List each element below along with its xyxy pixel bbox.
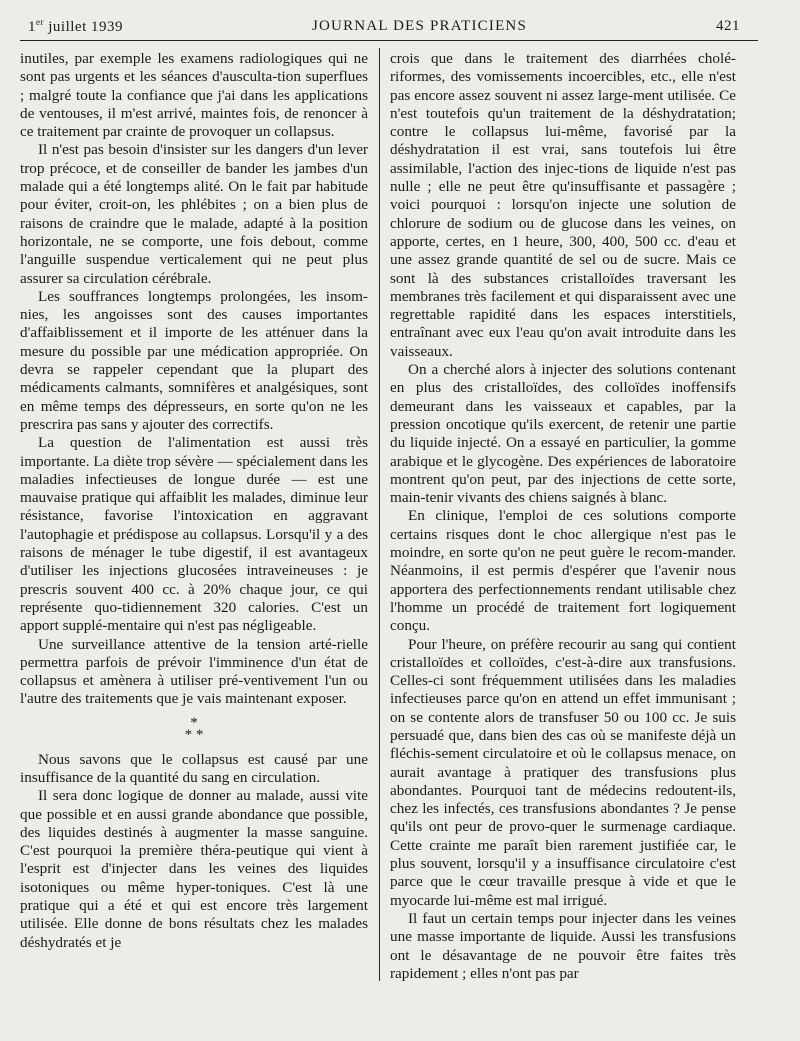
section-asterism xyxy=(20,714,368,743)
paragraph: On a cherché alors à injecter des solutions contenant en plus des cristalloïdes, des colloïdes inoffensifs demeurant dans les vaisseaux et capables, par la pression oncotique qu'ils exercent, de retenir une partie du liquide injecté. On a essayé en particulier, la gomme arabique et le glycogène. Des expériences de laboratoire montrent qu'on peut, par des injections de cette sorte, main-tenir vivants des chiens saignés à blanc. xyxy=(390,361,736,507)
paragraph: La question de l'alimentation est aussi très importante. La diète trop sévère — spécialement dans les maladies infectieuses de longue durée — est une mauvaise pratique qui affaiblit les malades, diminue leur résistance, favorise l'intoxication en aggravant l'autophagie et prédispose au collapsus. Lorsqu'il y a des raisons de ménager le tube digestif, il est avantageux d'utiliser les injections glucosées intraveineuses : je prescris souvent 400 cc. à 20% chaque jour, ce qui représente quo-tidiennement 320 calories. C'est un apport supplé-mentaire qui n'est pas négligeable. xyxy=(20,434,368,635)
paragraph: crois que dans le traitement des diarrhées cholé-riformes, des vomissements incoercibles, etc., elle n'est pas encore assez souvent ni assez large-ment utilisée. Ce n'est toutefois qu'un traitement de la déshydratation; contre le collapsus lui-même, favorisé par la déshydratation il est vrai, sans toutefois lui être assimilable, l'action des injec-tions de liquide n'est pas nulle ; elle ne peut être qu'insuffisante et passagère ; voici pourquoi : lorsqu'on injecte une solution de chlorure de sodium ou de glucose dans les veines, on apporte, certes, en 1 heure, 300, 400, 500 cc. d'eau et une assez grande quantité de sel ou de sucre. Mais ce sont là des substances cristalloïdes traversant les membranes très facilement et qui disparaissent avec une regrettable rapidité dans les espaces interstitiels, entraînant avec eux l'eau qu'on avait introduite dans les vaisseaux. xyxy=(390,50,736,360)
left-column xyxy=(20,50,368,1025)
right-column xyxy=(390,50,736,1025)
column-divider xyxy=(379,48,380,981)
paragraph: Il sera donc logique de donner au malade, aussi vite que possible et en aussi grande abondance que possible, des liquides destinés à augmenter la masse sanguine. C'est pourquoi la première théra-peutique qui vient à l'esprit est d'injecter dans les veines des liquides isotoniques ou même hyper-toniques. C'est là une pratique qui a été et qui est encore très largement utilisée. Elle donne de bons résultats chez les malades déshydratés et je xyxy=(20,787,368,951)
paragraph: Les souffrances longtemps prolongées, les insom-nies, les angoisses sont des causes importantes d'affaiblissement et il importe de les atténuer dans la mesure du possible par une médication appropriée. On devra se rappeler cependant que la plupart des médicaments calmants, somnifères et analgésiques, sont en même temps des dépresseurs, en sorte qu'on ne les prescrira pas sans y ajouter des correctifs. xyxy=(20,287,368,433)
journal-title: JOURNAL DES PRATICIENS xyxy=(311,17,528,34)
asterism-bottom: * * xyxy=(184,726,204,743)
paragraph: En clinique, l'emploi de ces solutions comporte certains risques dont le choc allergique n'est pas le moindre, en sorte qu'on ne peut guère le recom-mander. Néanmoins, il est permis d'espérer que l'avenir nous apportera des perfectionnements rendant utilisable chez l'homme un procédé de traitement fort logiquement conçu. xyxy=(390,507,736,635)
issue-date: 1er juillet 1939 xyxy=(28,16,123,35)
asterism-top: * xyxy=(190,714,198,731)
paragraph: Pour l'heure, on préfère recourir au sang qui contient cristalloïdes et colloïdes, c'est-à-dire aux transfusions. Celles-ci sont fréquemment utilisées dans les maladies infectieuses parce qu'on en attend un effet immunisant ; on se contente alors de transfuser 50 ou 100 cc. Je suis persuadé que, dans bien des cas où se manifeste déjà un fléchis-sement circulatoire et où le collapsus menace, on aurait avantage à pratiquer des transfusions plus abondantes. Pourquoi tant de médecins redoutent-ils, chez les infectés, ces transfusions abondantes ? Je pense qu'ils ont peur de provo-quer le surmenage cardiaque. Cette crainte me paraît bien rarement justifiée car, le plus souvent, lorsqu'il y a insuffisance circulatoire c'est parce que le cœur travaille presque à vide et que le myocarde lui-même est mal irrigué. xyxy=(390,635,736,909)
page-number: 421 xyxy=(716,17,740,34)
paragraph: Une surveillance attentive de la tension arté-rielle permettra parfois de prévoir l'imminence d'un état de collapsus et amènera à utiliser pré-ventivement l'un ou l'autre des traitements que je vais maintenant exposer. xyxy=(20,635,368,708)
paragraph: Il faut un certain temps pour injecter dans les veines une masse importante de liquide. Aussi les transfusions ont le désavantage de ne pouvoir être faites très rapidement ; elles n'ont pas par xyxy=(390,909,736,982)
paragraph: inutiles, par exemple les examens radiologiques qui ne sont pas urgents et les séances d'ausculta-tion superflues ; malgré toute la confiance que j'ai dans les applications de ventouses, il m'est arrivé, maintes fois, de renoncer à ce traitement par crainte de provoquer un collapsus. xyxy=(20,50,368,141)
running-header xyxy=(28,14,740,38)
paragraph: Nous savons que le collapsus est causé par une insuffisance de la quantité du sang en circulation. xyxy=(20,750,368,786)
header-rule xyxy=(20,40,758,41)
paragraph: Il n'est pas besoin d'insister sur les dangers d'un lever trop précoce, et de conseiller de bander les jambes d'un malade qui a été longtemps alité. On le fait par habitude pour éviter, croit-on, les phlébites ; on a bien plus de raisons de craindre que le malade, adapté à la position horizontale, ne se comporte, une fois debout, comme l'anguille suspendue verticalement qui ne peut plus assurer sa circulation cérébrale. xyxy=(20,141,368,287)
